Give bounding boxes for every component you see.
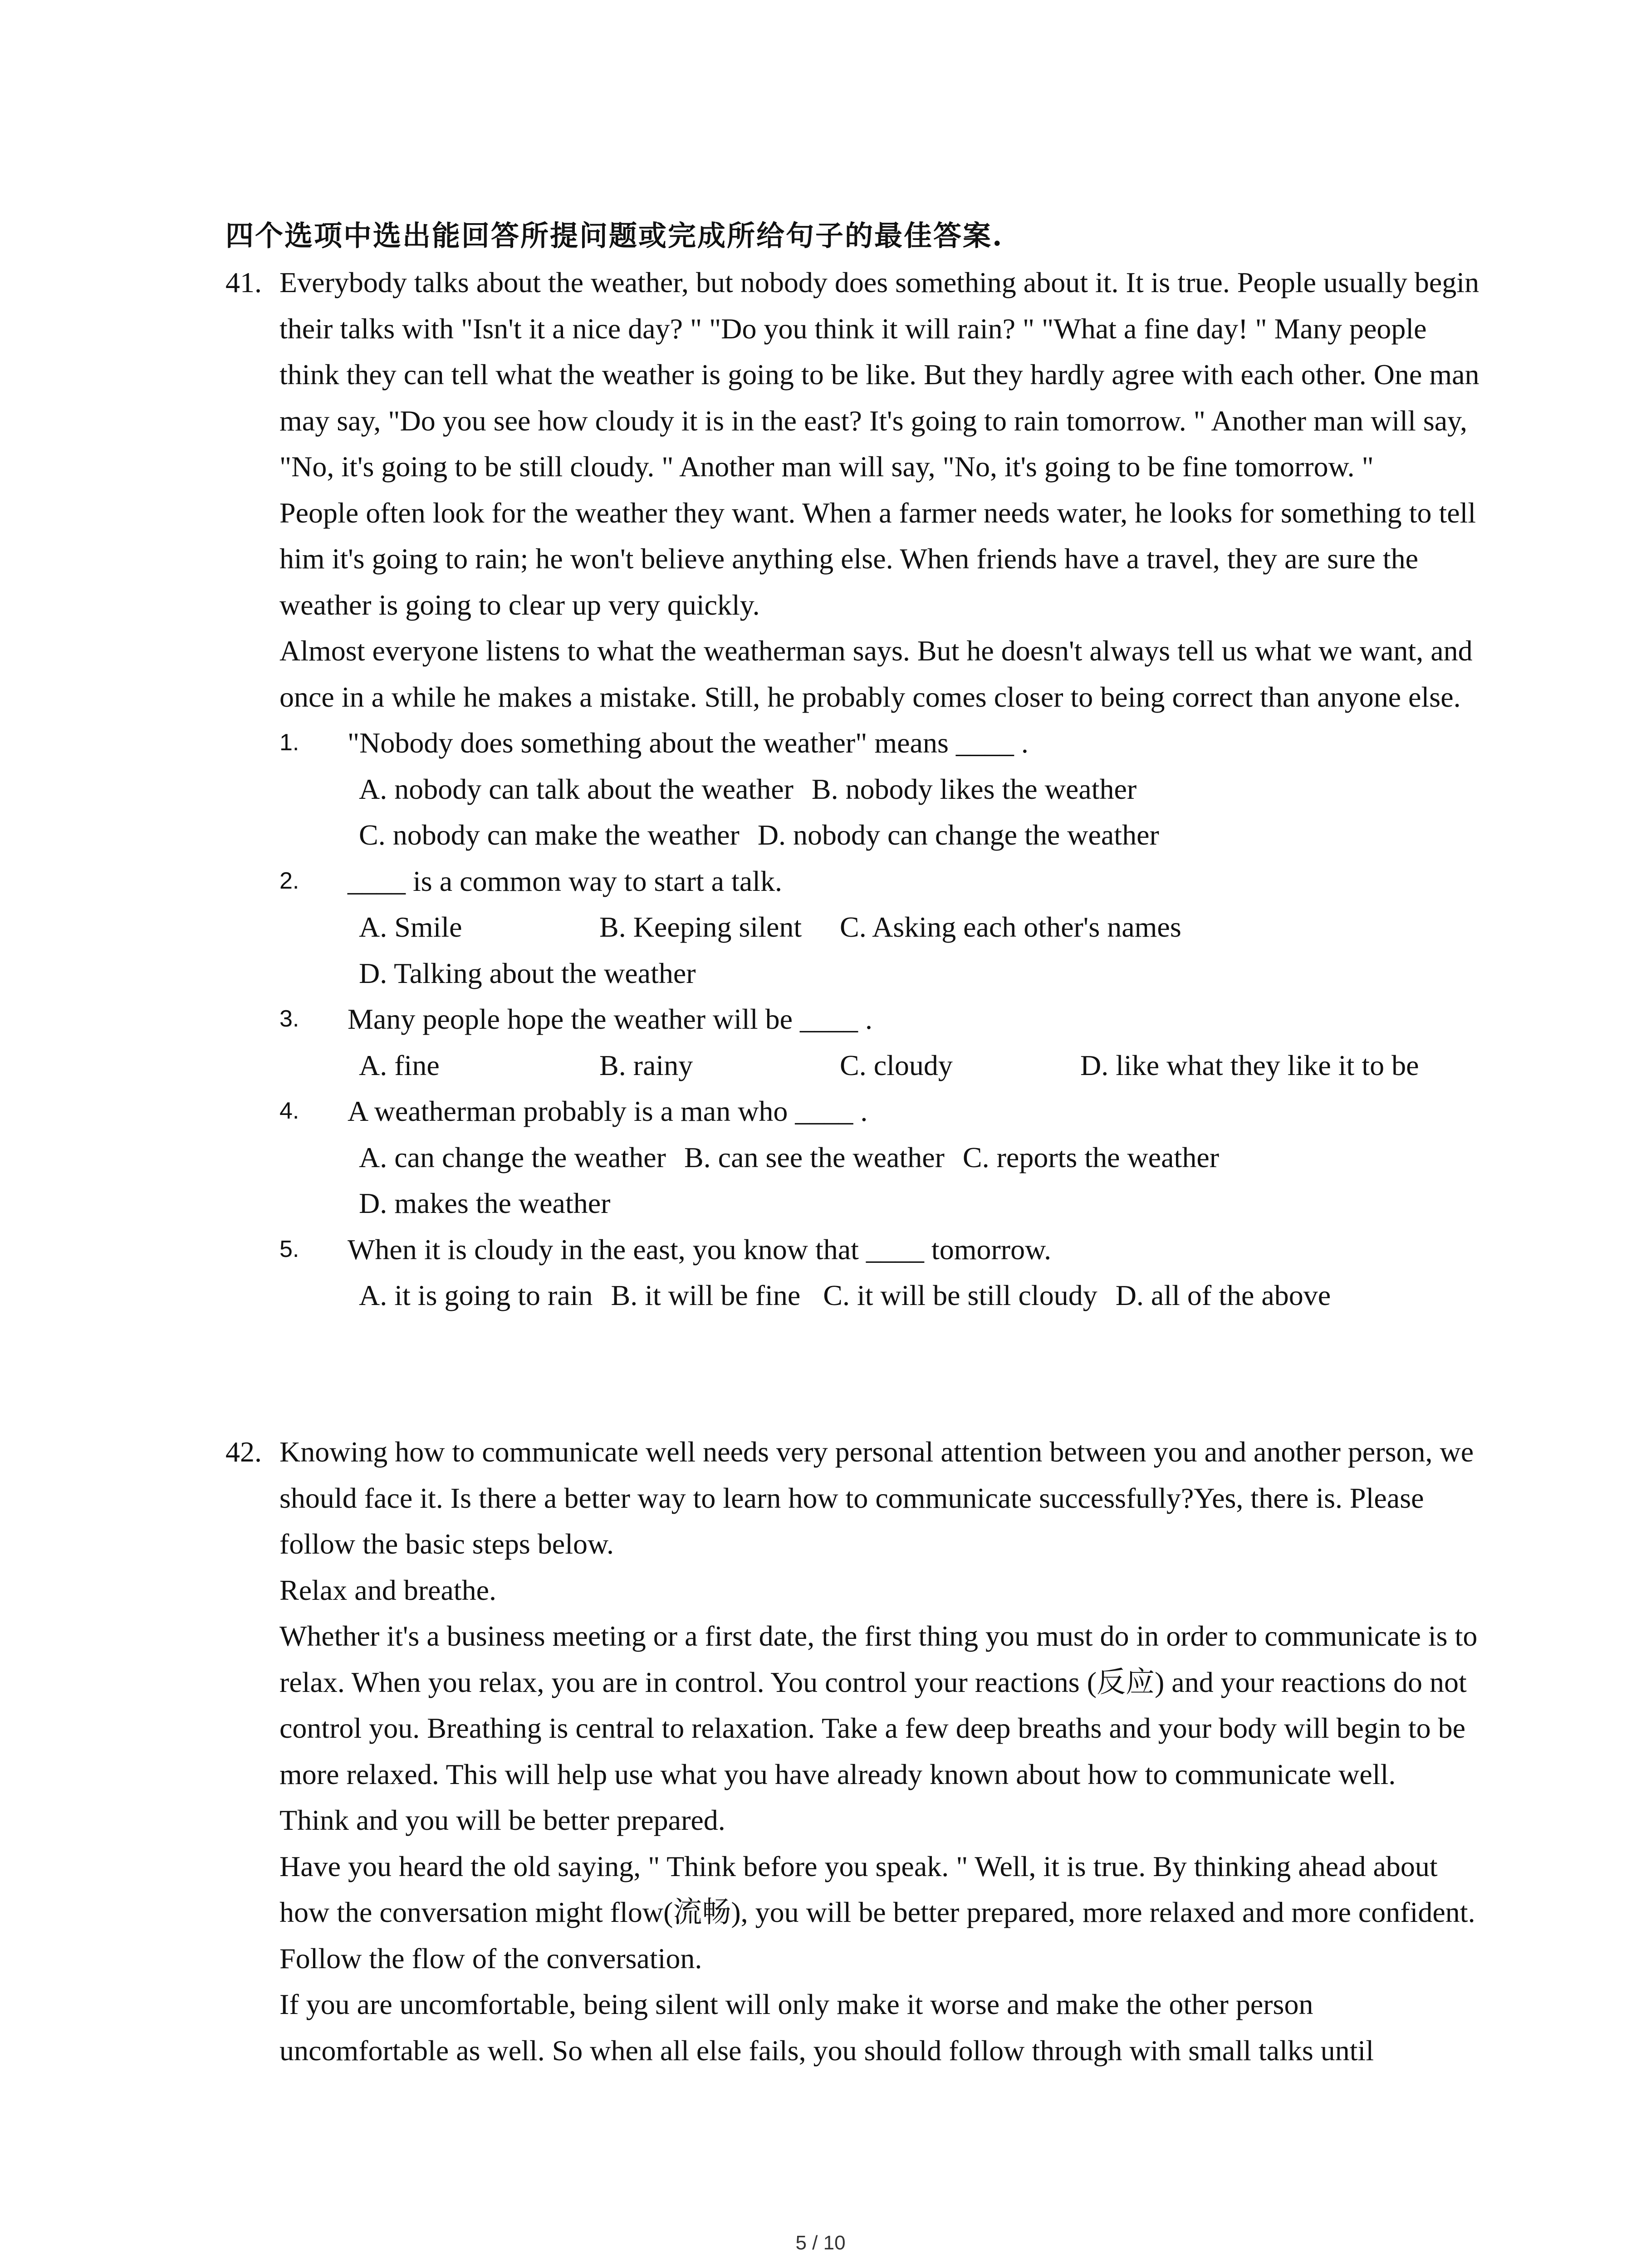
option-d[interactable]: D. Talking about the weather (359, 957, 696, 989)
option-a[interactable]: A. Smile (359, 911, 462, 943)
question-stem: When it is cloudy in the east, you know that ____ tomorrow. (348, 1233, 1052, 1266)
option-c[interactable]: C. Asking each other's names (840, 911, 1181, 943)
question-42 (225, 1429, 1478, 2073)
section-heading: Think and you will be better prepared. (279, 1804, 725, 1836)
passage-paragraph: If you are uncomfortable, being silent will only make it worse and make the other person uncomfortable as well. So when all else fails, you should follow through with small talks until (279, 1988, 1374, 2067)
question-stem: A weatherman probably is a man who ____ . (348, 1095, 868, 1127)
option-b[interactable]: B. nobody likes the weather (811, 772, 1137, 805)
options-row (359, 950, 1486, 997)
question-number: 41. (225, 266, 262, 298)
sub-question-number: 3. (279, 1006, 299, 1032)
sub-question (279, 1088, 1486, 1227)
section-instruction: 四个选项中选出能回答所提问题或完成所给句子的最佳答案. (225, 219, 1004, 252)
passage-paragraph: Knowing how to communicate well needs very personal attention between you and another person, we should face it. Is there a better way to learn how to communicate successfully?Yes, there is. Please follow the basic steps below. (279, 1436, 1474, 1560)
section-heading: Relax and breathe. (279, 1574, 496, 1606)
section-heading: Follow the flow of the conversation. (279, 1942, 702, 1975)
options-row (359, 1042, 1486, 1089)
options-row (359, 1134, 1486, 1181)
option-d[interactable]: D. like what they like it to be (1080, 1049, 1419, 1081)
passage-paragraph: Almost everyone listens to what the weatherman says. But he doesn't always tell us what we want, and once in a while he makes a mistake. Still, he probably comes closer to being correct than anyone else. (279, 635, 1473, 713)
sub-question (279, 858, 1486, 997)
option-b[interactable]: B. rainy (599, 1049, 693, 1081)
question-stem: Many people hope the weather will be ____ . (348, 1003, 872, 1035)
question-number: 42. (225, 1436, 262, 1468)
option-a[interactable]: A. fine (359, 1049, 440, 1081)
options-row (359, 904, 1486, 950)
option-b[interactable]: B. it will be fine (611, 1279, 801, 1311)
passage-paragraph: Have you heard the old saying, " Think before you speak. " Well, it is true. By thinking ahead about how the conversation might flow(流畅), you will be better prepared, more relaxed and more confident. (279, 1850, 1475, 1928)
options-row (359, 766, 1486, 812)
sub-question (279, 1227, 1486, 1319)
passage-body (279, 259, 1486, 1319)
passage-paragraph: Everybody talks about the weather, but nobody does something about it. It is true. People usually begin their talks with "Isn't it a nice day? " "Do you think it will rain? " "What a fine day! " Many people think they can tell what the weather is going to be like. But they hardly agree with each other. One man may say, "Do you see how cloudy it is in the east? It's going to rain tomorrow. " Another man will say, "No, it's going to be still cloudy. " Another man will say, "No, it's going to be fine tomorrow. " (279, 266, 1479, 483)
option-c[interactable]: C. cloudy (840, 1049, 953, 1081)
option-d[interactable]: D. nobody can change the weather (757, 819, 1159, 851)
question-stem: ____ is a common way to start a talk. (348, 865, 783, 897)
option-d[interactable]: D. all of the above (1115, 1279, 1331, 1311)
sub-question-number: 1. (279, 729, 299, 756)
option-c[interactable]: C. reports the weather (962, 1141, 1220, 1173)
passage-paragraph: People often look for the weather they want. When a farmer needs water, he looks for something to tell him it's going to rain; he won't believe anything else. When friends have a travel, they are sure the weather is going to clear up very quickly. (279, 496, 1476, 621)
option-c[interactable]: C. nobody can make the weather (359, 819, 740, 851)
option-b[interactable]: B. Keeping silent (599, 911, 802, 943)
sub-question (279, 996, 1486, 1088)
question-41 (225, 259, 1478, 1319)
sub-question-number: 2. (279, 867, 299, 894)
passage-paragraph: Whether it's a business meeting or a first date, the first thing you must do in order to communicate is to relax. When you relax, you are in control. You control your reactions (反应) and your reactions do not control you. Breathing is central to relaxation. Take a few deep breaths and your body will begin to be more relaxed. This will help use what you have already known about how to communicate well. (279, 1620, 1478, 1790)
options-row (359, 812, 1486, 858)
option-a[interactable]: A. it is going to rain (359, 1279, 593, 1311)
option-a[interactable]: A. nobody can talk about the weather (359, 772, 794, 805)
option-c[interactable]: C. it will be still cloudy (823, 1279, 1097, 1311)
sub-question-number: 4. (279, 1098, 299, 1124)
options-row (359, 1272, 1486, 1319)
page-number: 5 / 10 (795, 2232, 846, 2254)
option-b[interactable]: B. can see the weather (684, 1141, 945, 1173)
sub-question-number: 5. (279, 1236, 299, 1262)
option-d[interactable]: D. makes the weather (359, 1187, 611, 1219)
question-stem: "Nobody does something about the weather" means ____ . (348, 727, 1029, 759)
option-a[interactable]: A. can change the weather (359, 1141, 666, 1173)
passage-body (279, 1429, 1486, 2073)
options-row (359, 1180, 1486, 1227)
sub-question (279, 720, 1486, 858)
